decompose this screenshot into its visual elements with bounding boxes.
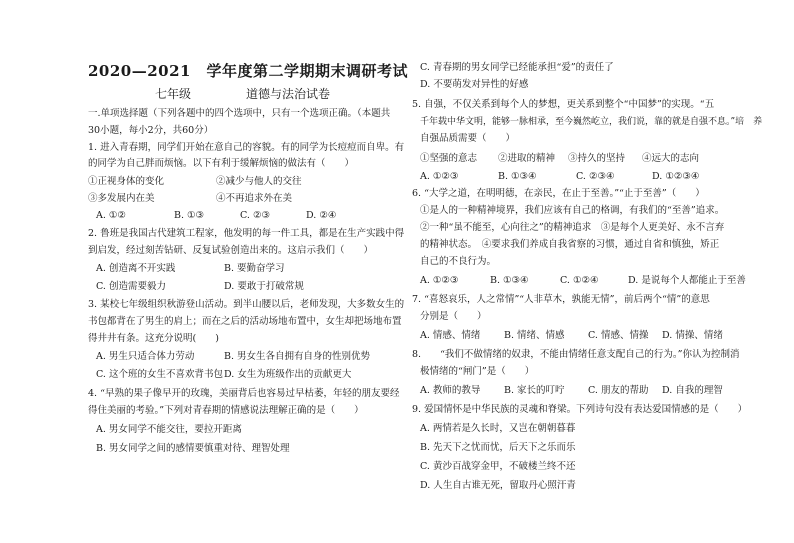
option-c: C. ②③ (240, 210, 271, 221)
option-d: D. 人生自古谁无死，留取丹心照汗青 (420, 480, 576, 491)
question-stem: 8. “我们不做情绪的奴隶，不能由情绪任意支配自己的行为。”你认为控制消 (412, 349, 740, 360)
option-d: D. 不要萌发对异性的好感 (420, 79, 529, 90)
option-a: A. 男女同学不能交往，要拉开距离 (96, 424, 242, 435)
question-stem: 的精神状态。 ④要求我们养成自我省察的习惯，通过自省和慎独，矫正 (420, 239, 720, 250)
option-b: B. 男女生各自拥有自身的性别优势 (224, 351, 371, 362)
statement-item: ④不再追求外在美 (216, 193, 293, 204)
option-a: A. 创造离不开实践 (96, 263, 176, 274)
option-c: C. 黄沙百战穿金甲，不破楼兰终不还 (420, 461, 576, 472)
statement-item: ③多发展内在美 (88, 193, 155, 204)
option-b: B. 家长的叮咛 (504, 385, 565, 396)
statement-item: ②减少与他人的交往 (216, 176, 302, 187)
option-c: C. 青春期的男女同学已经能承担“爱”的责任了 (420, 62, 614, 73)
question-stem: 自己的不良行为。 (420, 256, 497, 267)
question-stem: 自强品质需要（ ） (420, 133, 516, 144)
question-stem: 9. 爱国情怀是中华民族的灵魂和脊梁。下列诗句没有表达爱国情感的是（ ） (412, 404, 748, 415)
option-d: D. ①②③④ (652, 171, 700, 182)
option-a: A. 男生只适合体力劳动 (96, 351, 195, 362)
question-stem: 极情绪的“闸门”是（ ） (420, 366, 535, 377)
grade-label: 七年级 (155, 87, 192, 101)
option-c: C. 情感、情操 (588, 330, 649, 341)
section-instruction: 一.单项选择题（下列各题中的四个选项中，只有一个选项正确。（本题共 (88, 108, 391, 119)
option-b: B. 男女同学之间的感情要慎重对待、理智处理 (96, 443, 290, 454)
option-c: C. 这个班的女生不喜欢背书包 (96, 369, 223, 380)
statement-item: ①坚强的意志 (420, 153, 478, 164)
option-d: D. ②④ (306, 210, 337, 221)
option-c: C. ①②④ (560, 275, 599, 286)
option-b: B. ①③④ (498, 171, 537, 182)
option-c: C. ②③④ (576, 171, 615, 182)
question-stem: 的同学为自己胖而烦恼。以下有利于缓解烦恼的做法有（ ） (88, 158, 355, 169)
statement-item: ①正视身体的变化 (88, 176, 165, 187)
question-stem: 得住美丽的考验。”下列对青春期的情感说法理解正确的是（ ） (88, 405, 364, 416)
option-d: D. 自我的理智 (662, 385, 723, 396)
option-d: D. 女生为班级作出的贡献更大 (224, 369, 352, 380)
question-stem: 3. 某校七年级组织秋游登山活动。到半山腰以后，老师发现，大多数女生的 (88, 299, 405, 310)
option-b: B. 先天下之忧而忧，后天下之乐而乐 (420, 442, 576, 453)
option-b: B. 要勤奋学习 (224, 263, 285, 274)
statement-item: ②进取的精神 (498, 153, 556, 164)
exam-title: 2020—2021 学年度第二学期期末调研考试 (88, 62, 408, 80)
subject-label: 道德与法治试卷 (246, 87, 331, 101)
option-c: C. 创造需要毅力 (96, 281, 166, 292)
option-a: A. ①②③ (420, 171, 459, 182)
statement-item: ④远大的志向 (642, 153, 700, 164)
question-stem: ②一种“虽不能至，心向往之”的精神追求 ③是每个人更美好、永不言弃 (420, 222, 725, 233)
option-a: A. ①② (96, 210, 126, 221)
question-stem: 分别是（ ） (420, 311, 487, 322)
section-instruction-2: 30小题，每小2分，共60分） (88, 125, 214, 136)
option-a: A. 两情若是久长时，又岂在朝朝暮暮 (420, 423, 576, 434)
question-stem: 5. 自强，不仅关系到每个人的梦想，更关系到整个“中国梦”的实现。“五 (412, 99, 715, 110)
question-stem: ①是人的一种精神境界，我们应该有自己的格调，有我们的“至善”追求。 (420, 205, 725, 216)
option-d: D. 情操、情绪 (662, 330, 723, 341)
question-stem: 得井井有条。这充分说明( ) (88, 333, 219, 344)
statement-item: ③持久的坚持 (568, 153, 626, 164)
question-stem: 到启发，经过刻苦钻研、反复试验创造出来的。这启示我们（ ） (88, 245, 374, 256)
option-d: D. 要敢于打破常规 (224, 281, 304, 292)
option-a: A. 情感、情绪 (420, 330, 481, 341)
question-stem: 千年载中华文明，能够一脉相承，至今巍然屹立，我们说，靠的就是自强不息。”培 养 (420, 117, 763, 127)
question-stem: 4. “早熟的果子像早开的玫瑰，美丽背后也容易过早枯萎，年轻的朋友要经 (88, 388, 400, 399)
option-a: A. ①②③ (420, 275, 459, 286)
option-b: B. ①③ (174, 210, 205, 221)
option-b: B. 情绪、情感 (504, 330, 565, 341)
question-stem: 6. “大学之道，在明明德，在亲民，在止于至善。”“止于至善”（ ） (412, 188, 705, 199)
question-stem: 书包都背在了男生的肩上；而在之后的活动场地布置中，女生却把场地布置 (88, 316, 402, 327)
question-stem: 1. 进入青春期，同学们开始在意自己的容貌。有的同学为长痘痘而自卑。有 (88, 142, 405, 153)
option-c: C. 朋友的帮助 (588, 385, 649, 396)
question-stem: 7. “喜怒哀乐，人之常情”“人非草木，孰能无情”，前后两个“情”的意思 (412, 294, 710, 305)
option-a: A. 教师的教导 (420, 385, 481, 396)
option-d: D. 是说每个人都能止于至善 (628, 275, 746, 286)
option-b: B. ①③④ (490, 275, 529, 286)
question-stem: 2. 鲁班是我国古代建筑工程家，他发明的每一件工具，都是在生产实践中得 (88, 228, 405, 239)
